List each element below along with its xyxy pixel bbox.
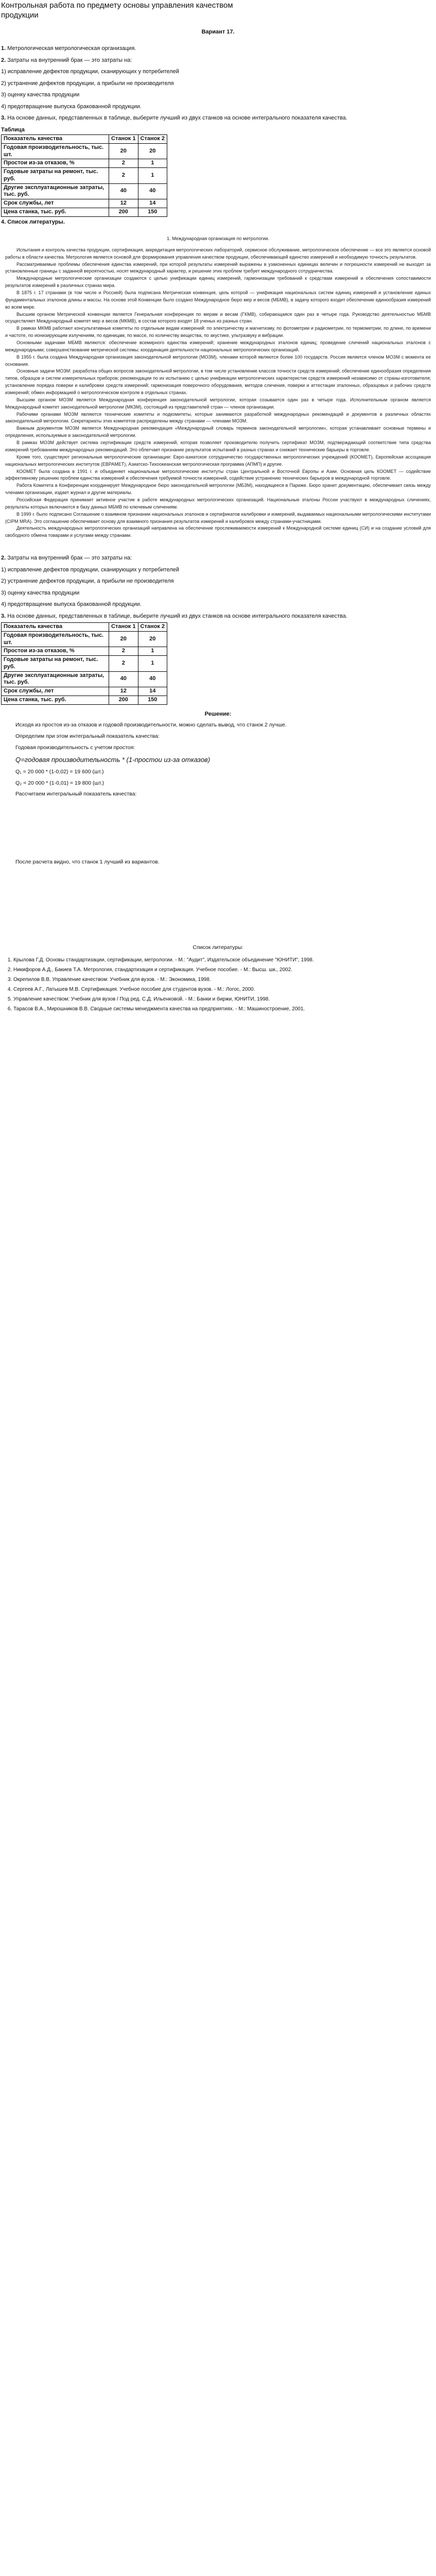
quality-table-repeat	[1, 622, 167, 705]
table-cell: 1	[138, 647, 167, 656]
table-row	[2, 143, 167, 159]
bibliography-item: 4. Сергеев А.Г., Латышев М.В. Сертификация. Учебное пособие для студентов вузов. - М.: Логос, 2000.	[13, 986, 430, 993]
col-header-machine-1: Станок 1	[109, 623, 138, 632]
solution-result-label: Рассчитаем интегральный показатель качества:	[15, 791, 137, 798]
table-cell: 1	[138, 656, 167, 672]
paragraph: Рабочими органами МОЗМ являются технические комитеты и подкомитеты, которые занимаются разработкой международных рекомендаций и документов в различных областях законодательной метрологии. Секретариаты этих комитетов распределены между странами — членами МОЗМ.	[5, 411, 431, 424]
table-cell: 12	[109, 199, 138, 208]
task-2-option-3-repeat: оценку качества продукции	[7, 589, 80, 596]
table-label: Таблица	[1, 126, 25, 133]
task-2-option-3: оценку качества продукции	[7, 92, 80, 98]
bibliography-heading: Список литературы:	[193, 944, 243, 951]
col-header-indicator: Показатель качества	[2, 623, 109, 632]
title-line-2: продукции	[1, 10, 39, 20]
table-cell: 14	[138, 687, 167, 696]
table-cell: 150	[138, 696, 167, 704]
bibliography-section	[0, 944, 436, 1013]
bibliography-item: 1. Крылова Г.Д. Основы стандартизации, сертификации, метрологии. - М.: "Аудит", Издательское объединение "ЮНИТИ", 1998.	[13, 956, 430, 964]
col-header-machine-2: Станок 2	[138, 623, 167, 632]
solution-intro: Исходя из простоя из-за отказов и годовой производительности, можно сделать вывод, что станок 2 лучше.	[15, 722, 287, 728]
task-list-repeat: 2. Затраты на внутренний брак — это затраты на: 1) исправление дефектов продукции, сканирующих у потребителей 2) устранение дефектов продукции, а прибыли не производителя 3) оценку качества продукции 4) предотвращение выпуска бракованной продукции. 3. На основе данных, представленных в таблице, выберите лучший из двух станков на основе интегрального показателя качества.	[1, 555, 347, 619]
table-cell: 200	[109, 208, 138, 216]
table-cell: 150	[138, 208, 167, 216]
answer-1-section	[0, 235, 436, 539]
table-row	[2, 631, 167, 647]
paragraph: КООМЕТ была создана в 1991 г. и объединяет национальные метрологические институты стран Центральной и Восточной Европы и Азии. Основная цель КООМЕТ — содействие эффективному решению проблем единства измерений и обеспечения требуемой точности измерений, содействие устранению технических барьеров в международной торговле.	[5, 468, 431, 481]
table-cell: 40	[138, 183, 167, 199]
solution-step-2: Годовая производительность с учетом простоя:	[15, 744, 135, 751]
task-2-option-2: устранение дефектов продукции, а прибыли не производителя	[7, 80, 174, 87]
col-header-machine-2: Станок 2	[138, 135, 167, 144]
table-cell: Другие эксплуатационные затраты, тыс. руб.	[2, 183, 109, 199]
table-cell: 2	[109, 656, 138, 672]
title-line-1: Контрольная работа по предмету основы управления качеством	[1, 1, 233, 10]
task-2-option-1: исправление дефектов продукции, сканирующих у потребителей	[7, 69, 179, 75]
table-cell: 2	[109, 168, 138, 184]
paragraph: Работа Комитета в Конференции координирует Международное бюро законодательной метрологии (МБЗМ), находящееся в Париже. Бюро хранит документацию, обеспечивает связь между членами организации, издает журнал и другие материалы.	[5, 483, 431, 496]
paragraph: Высшим органом МОЗМ является Международная конференция законодательной метрологии, которая созывается один раз в четыре года. Исполнительным органом является Международный комитет законодательной метрологии (МКЗМ), состоящий из представителей стран — членов организации.	[5, 397, 431, 410]
table-cell: Годовые затраты на ремонт, тыс. руб.	[2, 168, 109, 184]
task-2: Затраты на внутренний брак — это затраты на:	[7, 57, 132, 63]
table-cell: 40	[109, 183, 138, 199]
table-row	[2, 647, 167, 656]
table-cell: 14	[138, 199, 167, 208]
paragraph: Деятельность международных метрологических организаций направлена на обеспечение прослеживаемости измерений к Международной системе единиц (СИ) и на создание условий для свободного обмена товарами и услугами между странами.	[5, 526, 431, 538]
table-row	[2, 183, 167, 199]
table-cell: Цена станка, тыс. руб.	[2, 696, 109, 704]
table-cell: Годовые затраты на ремонт, тыс. руб.	[2, 656, 109, 672]
bibliography-item: 5. Управление качеством: Учебник для вузов / Под ред. С.Д. Ильенковой. - М.: Банки и биржи, ЮНИТИ, 1998.	[13, 995, 430, 1003]
col-header-machine-1: Станок 1	[109, 135, 138, 144]
document-title	[1, 1, 436, 21]
table-cell: 20	[138, 143, 167, 159]
table-cell: 40	[109, 671, 138, 687]
paragraph: Испытания и контроль качества продукции, сертификация, аккредитация метрологических лабораторий, сервисное обслуживание, метрологическое обеспечение — все это является основой работы в области качества. Метрология является основой для формирования управления качеством продукции, обеспечивающей единство измерений и необходимую точность результатов.	[5, 247, 431, 260]
task-2-option-2-repeat: устранение дефектов продукции, а прибыли не производителя	[7, 578, 174, 585]
task-4: 4. Список литературы.	[1, 218, 65, 225]
paragraph: В 1999 г. было подписано Соглашение о взаимном признании национальных эталонов и сертификатов калибровки и измерений, выдаваемых национальными метрологическими институтами (CIPM MRA). Это соглашение обеспечивает основу для взаимного признания результатов измерений и калибровок между странами-участницами.	[5, 511, 431, 524]
answer-1-heading: 1. Международная организация по метрологии.	[167, 236, 269, 241]
paragraph: Российская Федерация принимает активное участие в работе международных метрологических организаций. Национальные эталоны России участвуют в международных сличениях, результаты которых включаются в базу данных МБМВ по ключевым сличениям.	[5, 497, 431, 510]
solution-conclusion: После расчета видно, что станок 1 лучший из вариантов.	[15, 859, 160, 866]
table-cell: 2	[109, 159, 138, 168]
table-header-row	[2, 135, 167, 144]
table-row	[2, 671, 167, 687]
table-row	[2, 656, 167, 672]
table-cell: 1	[138, 168, 167, 184]
paragraph: В 1955 г. была создана Международная организация законодательной метрологии (МОЗМ), членами которой являются более 100 государств. Россия является членом МОЗМ с момента ее основания.	[5, 354, 431, 367]
bibliography-item: 6. Тарасов В.А., Мирошников В.В. Сводные системы менеджмента качества на предприятиях. - М.: Машиностроение, 2001.	[13, 1005, 430, 1013]
paragraph: В рамках МОЗМ действует система сертификации средств измерений, которая позволяет производителю получить сертификат МОЗМ, подтверждающий соответствие типа средства измерений требованиям международных рекомендаций. Это облегчает признание результатов испытаний в разных странах и снижает технические барьеры в торговле.	[5, 440, 431, 452]
table-cell: 40	[138, 671, 167, 687]
table-cell: Срок службы, лет	[2, 199, 109, 208]
paragraph: Основными задачами МБМВ являются: обеспечение всемирного единства измерений; хранение международных эталонов единиц; проведение сличений национальных эталонов с международными; совершенствование метрической системы; координация деятельности национальных метрологических организаций.	[5, 340, 431, 352]
table-cell: Простои из-за отказов, %	[2, 159, 109, 168]
table-row	[2, 199, 167, 208]
solution-calc-2: Q₂ = 20 000 * (1-0,01) = 19 800 (шт.)	[15, 779, 104, 786]
table-cell: 20	[138, 631, 167, 647]
table-row	[2, 159, 167, 168]
paragraph: Важным документом МОЗМ является Международная рекомендация «Международный словарь терминов законодательной метрологии», которая устанавливает основные термины и определения, используемые в законодательной метрологии.	[5, 426, 431, 438]
table-header-row	[2, 623, 167, 632]
paragraph: Высшим органом Метрической конвенции является Генеральная конференция по мерам и весам (ГКМВ), собирающаяся один раз в четыре года. Руководство деятельностью МБМВ осуществляет Международный комитет мер и весов (МКМВ), в состав которого входят 18 ученых из разных стран.	[5, 311, 431, 324]
solution-section	[0, 710, 436, 867]
table-row	[2, 696, 167, 704]
solution-formula: Q=годовая производительность * (1-простои из-за отказов)	[15, 756, 211, 764]
task-2-option-4: предотвращение выпуска бракованной продукции.	[7, 103, 142, 110]
task-3-repeat: На основе данных, представленных в таблице, выберите лучший из двух станков на основе интегрального показателя качества.	[7, 613, 347, 619]
table-row	[2, 208, 167, 216]
paragraph: Международные метрологические организации создаются с целью унификации единиц измерений, гармонизации требований к средствам измерений и обеспечения сопоставимости результатов измерений в различных странах мира.	[5, 276, 431, 289]
table-cell: Годовая производительность, тыс. шт.	[2, 143, 109, 159]
table-cell: 12	[109, 687, 138, 696]
table-row	[2, 687, 167, 696]
task-2-option-1-repeat: исправление дефектов продукции, сканирующих у потребителей	[7, 566, 179, 573]
solution-calc-1: Q₁ = 20 000 * (1-0,02) = 19 600 (шт.)	[15, 768, 104, 775]
table-cell: Годовая производительность, тыс. шт.	[2, 631, 109, 647]
paragraph: Кроме того, существуют региональные метрологические организации: Евро-азиатское сотрудничество государственных метрологических учреждений (КООМЕТ), Европейская ассоциация национальных метрологических институтов (ЕВРАМЕТ), Азиатско-Тихоокеанская метрологическая программа (АПМП) и другие.	[5, 454, 431, 467]
table-cell: 20	[109, 631, 138, 647]
task-1: Метрологическая метрологическая организация.	[7, 45, 136, 52]
bibliography-item: 3. Окрепилов В.В. Управление качеством: Учебник для вузов. - М.: Экономика, 1998.	[13, 976, 430, 984]
solution-step-1: Определим при этом интегральный показатель качества:	[15, 733, 160, 739]
paragraph: Рассматриваемые проблемы обеспечения единства измерений, при которой результаты измерений выражены в узаконенных единицах величин и погрешности измерений не выходят за установленные границы с заданной вероятностью, носят международный характер, и решение этих проблем требует международного сотрудничества.	[5, 261, 431, 274]
paragraph: Основные задачи МОЗМ: разработка общих вопросов законодательной метрологии, в том числе установление классов точности средств измерений; обеспечение единообразия определения типов, образцов и систем измерительных приборов; рекомендации по их испытанию с целью унификации метрологических характеристик средств измерений независимо от страны-изготовителя; установление порядка поверки и калибровки средств измерений; гармонизация поверочного оборудования, методов сличения, поверки и аттестации эталонных, образцовых и рабочих средств измерений; обмен информацией о метрологическом контроле в отдельных странах.	[5, 368, 431, 396]
table-cell: Другие эксплуатационные затраты, тыс. руб.	[2, 671, 109, 687]
table-cell: Цена станка, тыс. руб.	[2, 208, 109, 216]
task-2-repeat: Затраты на внутренний брак — это затраты на:	[7, 555, 132, 562]
task-3: На основе данных, представленных в таблице, выберите лучший из двух станков на основе интегрального показателя качества.	[7, 115, 347, 121]
table-cell: 20	[109, 143, 138, 159]
col-header-indicator: Показатель качества	[2, 135, 109, 144]
variant-label: Вариант 17.	[201, 28, 235, 35]
table-cell: 200	[109, 696, 138, 704]
bibliography-item: 2. Никифоров А.Д., Бакиев Т.А. Метрология, стандартизация и сертификация. Учебное пособие. - М.: Высш. шк., 2002.	[13, 966, 430, 974]
task-2-option-4-repeat: предотвращение выпуска бракованной продукции.	[7, 601, 142, 608]
solution-heading: Решение:	[204, 710, 232, 717]
table-cell: Срок службы, лет	[2, 687, 109, 696]
bibliography-list	[0, 956, 436, 1013]
table-row	[2, 168, 167, 184]
paragraph: В рамках МКМВ работают консультативные комитеты по отдельным видам измерений: по электричеству и магнетизму, по фотометрии и радиометрии, по термометрии, по длине, по времени и частоте, по ионизирующим излучениям, по единицам, по массе, по количеству вещества, по акустике, ультразвуку и вибрации.	[5, 326, 431, 338]
task-list: 1. Метрологическая метрологическая организация. 2. Затраты на внутренний брак — это затраты на: 1) исправление дефектов продукции, сканирующих у потребителей 2) устранение дефектов продукции, а прибыли не производителя 3) оценку качества продукции 4) предотвращение выпуска бракованной продукции. 3. На основе данных, представленных в таблице, выберите лучший из двух станков на основе интегрального показателя качества.	[1, 45, 347, 121]
table-cell: 1	[138, 159, 167, 168]
table-cell: Простои из-за отказов, %	[2, 647, 109, 656]
paragraph: В 1875 г. 17 странами (в том числе и Россией) была подписана Метрическая конвенция, цель которой — унификация национальных систем единиц измерений и установление единых фундаментальных эталонов длины и массы. На основе этой Конвенции было создано Международное бюро мер и весов (МБМВ), в задачу которого входит обеспечение единообразия измерений во всем мире.	[5, 290, 431, 310]
table-cell: 2	[109, 647, 138, 656]
quality-table	[1, 134, 167, 217]
